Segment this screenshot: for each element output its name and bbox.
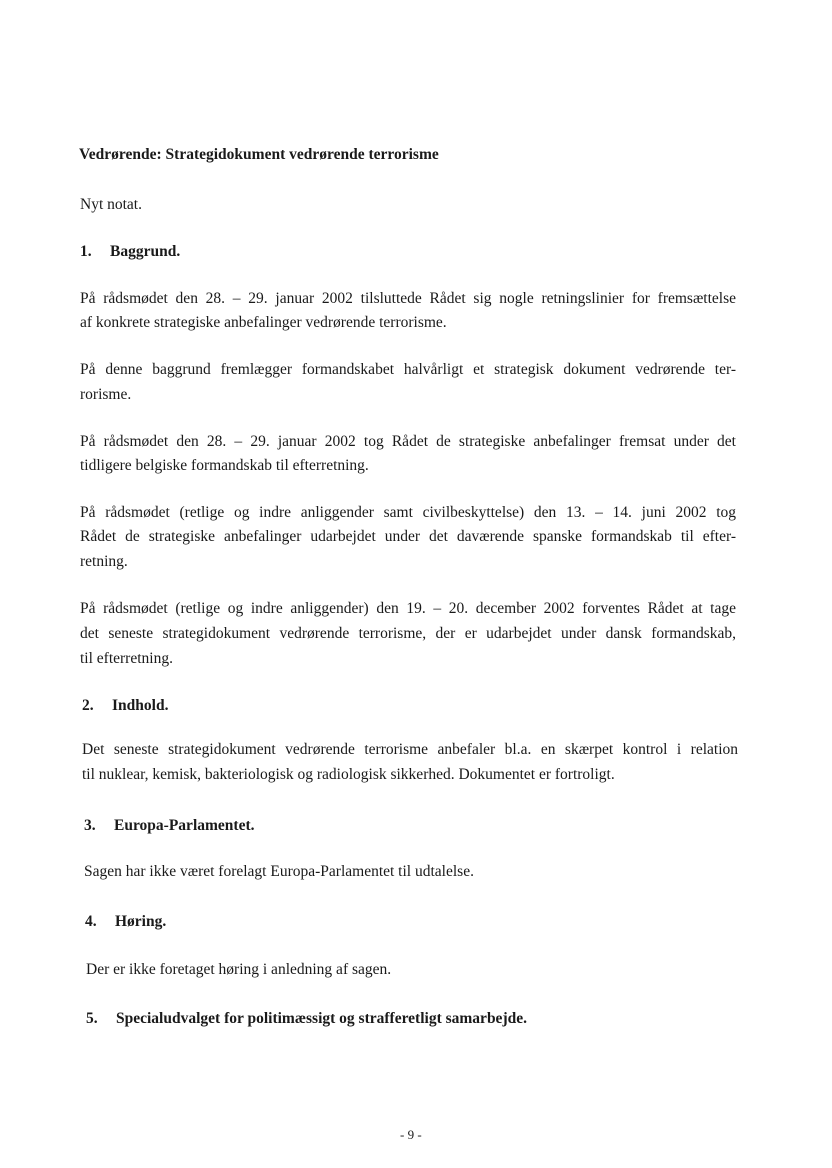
section-heading-indhold	[82, 696, 168, 716]
section-number: 3.	[84, 817, 96, 834]
paragraph-line: tidligere belgiske formandskab til efterretning.	[80, 457, 369, 474]
paragraph-line: af konkrete strategiske anbefalinger vedrørende terrorisme.	[80, 314, 447, 331]
page-number: - 9 -	[400, 1127, 422, 1142]
paragraph-line: til nuklear, kemisk, bakteriologisk og radiologisk sikkerhed. Dokumentet er fortroligt.	[82, 766, 615, 783]
paragraph-line: det seneste strategidokument vedrørende terrorisme, der er udarbejdet under dansk formandskab,	[80, 625, 736, 642]
paragraph-line: På rådsmødet (retlige og indre anliggender) den 19. – 20. december 2002 forventes Rådet at tage	[80, 600, 736, 617]
paragraph-line: På rådsmødet den 28. – 29. januar 2002 tog Rådet de strategiske anbefalinger fremsat under det	[80, 433, 736, 450]
section-title: Baggrund.	[110, 243, 181, 260]
paragraph-line: Det seneste strategidokument vedrørende terrorisme anbefaler bl.a. en skærpet kontrol i relation	[82, 741, 738, 758]
section-number: 4.	[85, 913, 97, 930]
section-number: 2.	[82, 697, 94, 714]
section-title: Specialudvalget for politimæssigt og strafferetligt samarbejde.	[116, 1010, 527, 1027]
section-heading-europa-parlamentet	[84, 816, 254, 836]
paragraph-line: Der er ikke foretaget høring i anledning af sagen.	[86, 961, 392, 978]
section-title: Indhold.	[112, 697, 169, 714]
note-label: Nyt notat.	[80, 196, 142, 213]
paragraph-line: På rådsmødet den 28. – 29. januar 2002 tilsluttede Rådet sig nogle retningslinier for fremsættelse	[80, 290, 736, 307]
section-number: 1.	[80, 243, 92, 260]
paragraph-line: På denne baggrund fremlægger formandskabet halvårligt et strategisk dokument vedrørende ter-	[80, 361, 736, 378]
section-title: Høring.	[115, 913, 167, 930]
paragraph-line: Sagen har ikke været forelagt Europa-Parlamentet til udtalelse.	[84, 863, 474, 880]
paragraph-line: Rådet de strategiske anbefalinger udarbejdet under det daværende spanske formandskab til efter-	[80, 528, 736, 545]
section-heading-specialudvalget	[86, 1009, 527, 1029]
paragraph-line: rorisme.	[80, 386, 132, 403]
section-heading-hoering	[85, 912, 166, 932]
section-heading-baggrund	[80, 242, 180, 262]
document-subject: Vedrørende: Strategidokument vedrørende terrorisme	[79, 146, 439, 163]
paragraph-line: til efterretning.	[80, 650, 173, 667]
section-title: Europa-Parlamentet.	[114, 817, 255, 834]
paragraph-line: På rådsmødet (retlige og indre anliggender samt civilbeskyttelse) den 13. – 14. juni 2002 tog	[80, 504, 736, 521]
paragraph-line: retning.	[80, 553, 128, 570]
section-number: 5.	[86, 1010, 98, 1027]
